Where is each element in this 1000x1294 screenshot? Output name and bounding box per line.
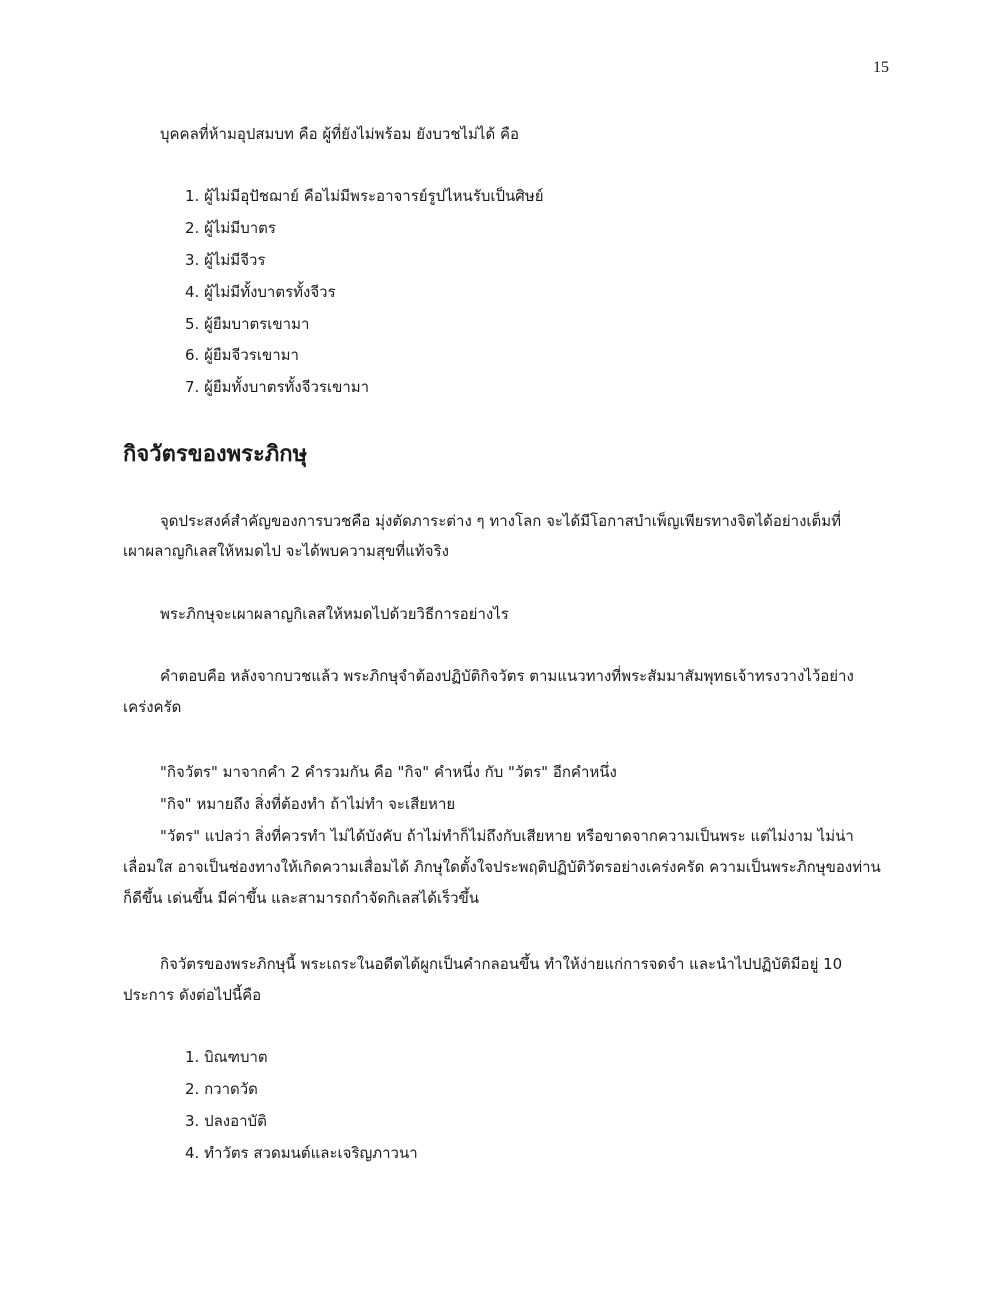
duties-list-item: 4. ทำวัตร สวดมนต์และเจริญภาวนา — [185, 1144, 418, 1162]
forbidden-list-item: 4. ผู้ไม่มีทั้งบาตรทั้งจีวร — [185, 283, 336, 301]
purpose-paragraph-line: เผาผลาญกิเลสให้หมดไป จะได้พบความสุขที่แท้จริง — [123, 542, 449, 560]
duties-list-item: 3. ปลงอาบัติ — [185, 1112, 267, 1130]
definition-wat-line: "วัตร" แปลว่า สิ่งที่ควรทำ ไม่ได้บังคับ ถ้าไม่ทำก็ไม่ถึงกับเสียหาย หรือขาดจากความเป็นพระ แต่ไม่งาม ไม่น่า — [160, 827, 854, 845]
definition-kijawat: "กิจวัตร" มาจากคำ 2 คำรวมกัน คือ "กิจ" คำหนึ่ง กับ "วัตร" อีกคำหนึ่ง — [160, 763, 617, 781]
page-number: 15 — [873, 59, 889, 76]
question-text: พระภิกษุจะเผาผลาญกิเลสให้หมดไปด้วยวิธีการอย่างไร — [160, 605, 509, 623]
answer-paragraph-line: เคร่งครัด — [123, 698, 182, 716]
forbidden-list-item: 7. ผู้ยืมทั้งบาตรทั้งจีวรเขามา — [185, 378, 370, 396]
duties-list-item: 2. กวาดวัด — [185, 1080, 258, 1098]
section-heading: กิจวัตรของพระภิกษุ — [123, 442, 308, 467]
duties-list-item: 1. บิณฑบาต — [185, 1048, 268, 1066]
definition-wat-line: เลื่อมใส อาจเป็นช่องทางให้เกิดความเสื่อมได้ ภิกษุใดตั้งใจประพฤติปฏิบัติวัตรอย่างเคร่งครัด ความเป็นพระภิกษุของท่าน — [123, 858, 881, 876]
definition-kij: "กิจ" หมายถึง สิ่งที่ต้องทำ ถ้าไม่ทำ จะเสียหาย — [160, 795, 456, 813]
answer-paragraph-line: คำตอบคือ หลังจากบวชแล้ว พระภิกษุจำต้องปฏิบัติกิจวัตร ตามแนวทางที่พระสัมมาสัมพุทธเจ้าทรงวางไว้อย่าง — [160, 667, 854, 685]
poem-paragraph-line: กิจวัตรของพระภิกษุนี้ พระเถระในอดีตได้ผูกเป็นคำกลอนขึ้น ทำให้ง่ายแก่การจดจำ และนำไปปฏิบัติมีอยู่ 10 — [160, 955, 843, 973]
forbidden-list-item: 1. ผู้ไม่มีอุปัชฌาย์ คือไม่มีพระอาจารย์รูปไหนรับเป็นศิษย์ — [185, 187, 544, 205]
forbidden-list-item: 2. ผู้ไม่มีบาตร — [185, 219, 276, 237]
definition-wat-line: ก็ดีขึ้น เด่นขึ้น มีค่าขึ้น และสามารถกำจัดกิเลสได้เร็วขึ้น — [123, 889, 480, 907]
poem-paragraph-line: ประการ ดังต่อไปนี้คือ — [123, 986, 262, 1004]
intro-text: บุคคลที่ห้ามอุปสมบท คือ ผู้ที่ยังไม่พร้อม ยังบวชไม่ได้ คือ — [160, 125, 520, 143]
forbidden-list-item: 6. ผู้ยืมจีวรเขามา — [185, 346, 299, 364]
purpose-paragraph-line: จุดประสงค์สำคัญของการบวชคือ มุ่งตัดภาระต่าง ๆ ทางโลก จะได้มีโอกาสบำเพ็ญเพียรทางจิตได้อย่างเต็มที่ — [160, 512, 842, 530]
forbidden-list-item: 5. ผู้ยืมบาตรเขามา — [185, 315, 310, 333]
forbidden-list-item: 3. ผู้ไม่มีจีวร — [185, 251, 266, 269]
